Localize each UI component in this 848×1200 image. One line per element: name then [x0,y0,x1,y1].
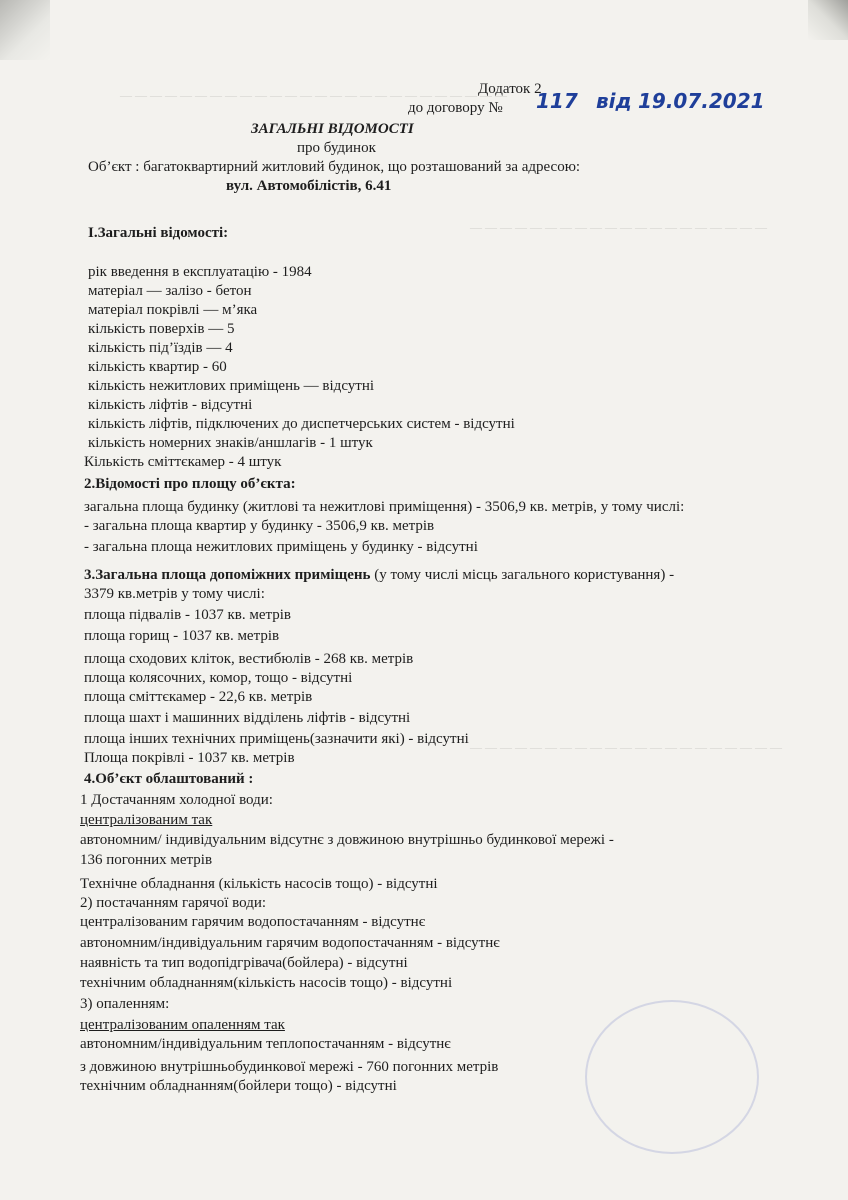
section2-line: - загальна площа нежитлових приміщень у будинку - відсутні [84,539,478,555]
section3-line: площа колясочних, комор, тощо - відсутні [84,670,353,686]
cold-water-heading: 1 Достачанням холодної води: [80,792,273,808]
section2-line: загальна площа будинку (житлові та нежитлові приміщення) - 3506,9 кв. метрів, у тому числі: [84,499,685,515]
contract-date-handwritten: 19.07.2021 [638,89,765,113]
section1-line: рік введення в експлуатацію - 1984 [88,264,312,280]
section1-line: кількість ліфтів - відсутні [88,397,253,413]
section3-line: площа сміттєкамер - 22,6 кв. метрів [84,689,313,705]
section3-line: площа горищ - 1037 кв. метрів [84,628,280,644]
cold-water-equipment: Технічне обладнання (кількість насосів тощо) - відсутні [80,876,438,892]
heating-heading: 3) опаленням: [80,996,170,1012]
section1-heading: I.Загальні відомості: [88,225,229,241]
section3-heading-rest: (у тому числі місць загального користування) - [370,567,675,583]
hot-water-line: наявність та тип водопідгрівача(бойлера) - відсутні [80,955,408,971]
section3-line: 3379 кв.метрів у тому числі: [84,586,265,602]
section3-line: площа сходових кліток, вестибюлів - 268 кв. метрів [84,651,414,667]
section3-line: площа підвалів - 1037 кв. метрів [84,607,291,623]
section4-heading: 4.Об’єкт облаштований : [84,771,254,787]
appendix-label: Додаток 2 [478,81,542,97]
section3-heading-bold: 3.Загальна площа допоміжних приміщень [84,567,371,583]
scan-corner-shadow [808,0,848,40]
section1-line: кількість ліфтів, підключених до диспетчерських систем - відсутні [88,416,515,432]
faint-stamp-bleedthrough [585,1000,759,1154]
section2-line: - загальна площа квартир у будинку - 3506,9 кв. метрів [84,518,435,534]
date-prefix-handwritten: від [596,89,632,113]
heating-line: автономним/індивідуальним теплопостачанням - відсутнє [80,1036,451,1052]
section1-line: кількість нежитлових приміщень — відсутні [88,378,375,394]
contract-label: до договору № [408,100,503,116]
section1-line: кількість поверхів — 5 [88,321,235,337]
heating-centralized: централізованим опаленням так [80,1017,285,1033]
section1-line: матеріал покрівлі — м’яка [88,302,258,318]
section1-line: кількість номерних знаків/аншлагів - 1 штук [88,435,373,451]
bleedthrough-text: — — — — — — — — — — — — — — — — — — — — [470,220,767,234]
page-subtitle: про будинок [297,140,376,156]
cold-water-length: 136 погонних метрів [80,852,213,868]
object-address: вул. Автомобілістів, 6.41 [226,178,392,194]
hot-water-heading: 2) постачанням гарячої води: [80,895,267,911]
section1-line: матеріал — залізо - бетон [88,283,252,299]
section3-line: Площа покрівлі - 1037 кв. метрів [84,750,295,766]
heating-line: з довжиною внутрішньобудинкової мережі - 760 погонних метрів [80,1059,499,1075]
section3-heading [84,566,674,584]
bleedthrough-text: — — — — — — — — — — — — — — — — — — — — — [470,740,782,754]
cold-water-autonomous: автономним/ індивідуальним відсутнє з довжиною внутрішньо будинкової мережі - [80,832,614,848]
hot-water-line: централізованим гарячим водопостачанням - відсутнє [80,914,426,930]
hot-water-line: технічним обладнанням(кількість насосів тощо) - відсутні [80,975,453,991]
cold-water-centralized: централізованим так [80,812,213,828]
contract-number-handwritten: 117 [536,89,578,113]
section1-line: кількість під’їздів — 4 [88,340,233,356]
section3-line: площа інших технічних приміщень(зазначити які) - відсутні [84,731,469,747]
heating-line: технічним обладнанням(бойлери тощо) - відсутні [80,1078,397,1094]
section2-heading: 2.Відомості про площу об’єкта: [84,476,296,492]
hot-water-line: автономним/індивідуальним гарячим водопостачанням - відсутнє [80,935,500,951]
page-title: ЗАГАЛЬНІ ВІДОМОСТІ [251,121,414,137]
object-description: Об’єкт : багатоквартирний житловий будинок, що розташований за адресою: [88,159,581,175]
section3-line: площа шахт і машинних відділень ліфтів - відсутні [84,710,411,726]
section1-line: кількість квартир - 60 [88,359,227,375]
bleedthrough-text: — — — — — — — — — — — — — — — — — — — — — — — — — — [120,88,507,102]
section1-line: Кількість сміттєкамер - 4 штук [84,454,282,470]
scan-edge-shadow [0,0,50,60]
